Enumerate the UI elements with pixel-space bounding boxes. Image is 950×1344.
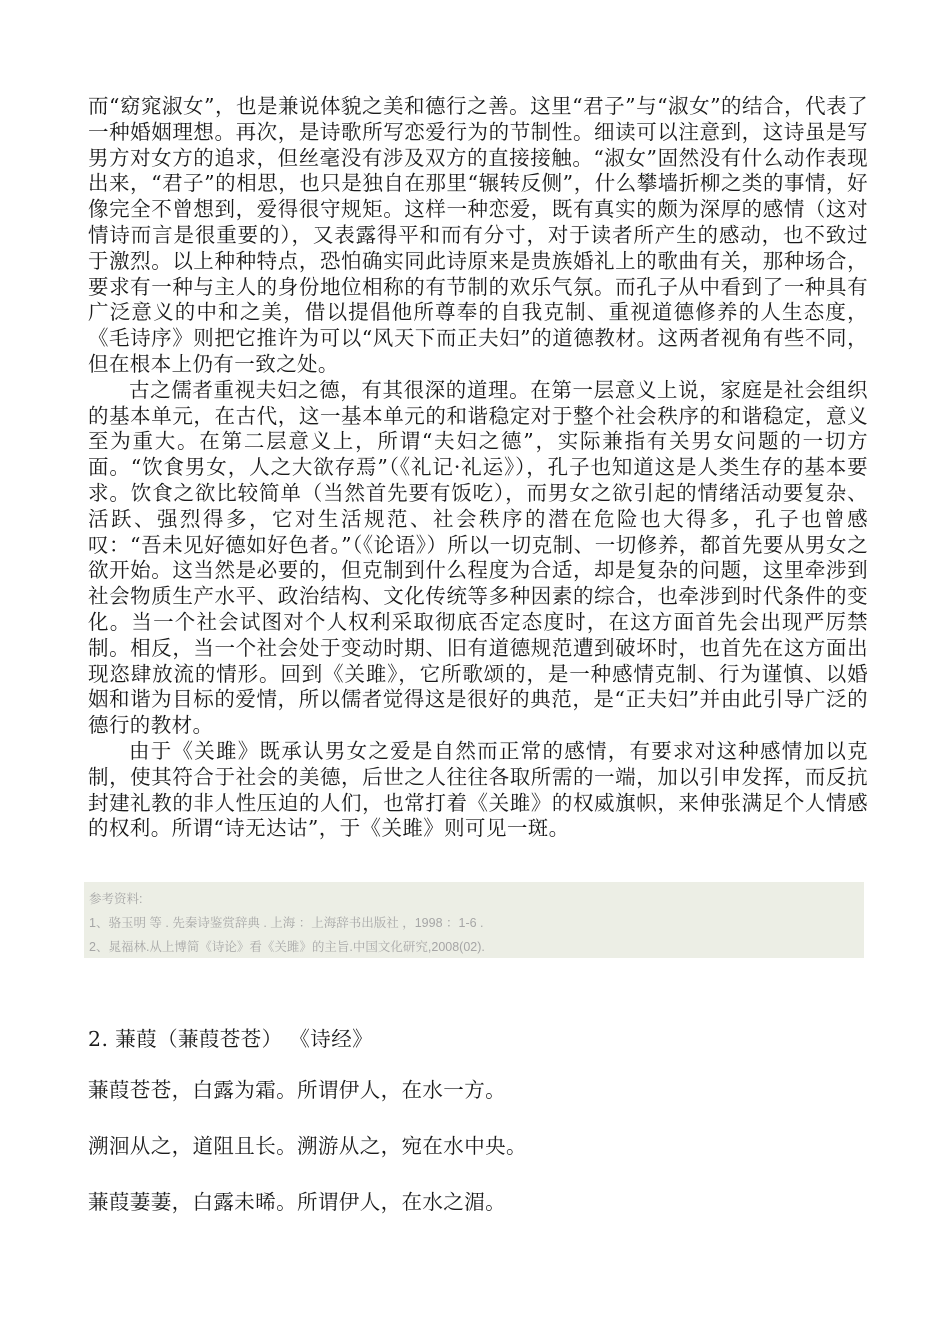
poem-line-2: 溯洄从之，道阻且长。溯游从之，宛在水中央。 bbox=[88, 1134, 527, 1158]
poem-line-1: 蒹葭苍苍，白露为霜。所谓伊人，在水一方。 bbox=[88, 1078, 506, 1102]
reference-item-2: 2、晁福林.从上博简《诗论》看《关雎》的主旨.中国文化研究,2008(02). bbox=[89, 940, 485, 954]
paragraph-3: 由于《关雎》既承认男女之爱是自然而正常的感情，有要求对这种感情加以克制，使其符合于社会的美德，后世之人往往各取所需的一端，加以引申发挥，而反抗封建礼教的非人性压迫的人们，也常打着《关雎》的权威旗帜，来伸张满足个人情感的权利。所谓“诗无达诂”，于《关雎》则可见一斑。 bbox=[88, 738, 868, 841]
reference-item-1: 1、骆玉明 等 . 先秦诗鉴赏辞典 . 上海 ：上海辞书出版社 ，1998 ：1-6 . bbox=[89, 916, 484, 930]
paragraph-2: 古之儒者重视夫妇之德，有其很深的道理。在第一层意义上说，家庭是社会组织的基本单元，在古代，这一基本单元的和谐稳定对于整个社会秩序的和谐稳定，意义至为重大。在第二层意义上，所谓“夫妇之德”，实际兼指有关男女问题的一切方面。“饮食男女，人之大欲存焉”（《礼记·礼运》），孔子也知道这是人类生存的基本要求。饮食之欲比较简单（当然首先要有饭吃），而男女之欲引起的情绪活动要复杂、活跃、强烈得多，它对生活规范、社会秩序的潜在危险也大得多，孔子也曾感叹：“吾未见好德如好色者。”（《论语》）所以一切克制、一切修养，都首先要从男女之欲开始。这当然是必要的，但克制到什么程度为合适，却是复杂的问题，这里牵涉到社会物质生产水平、政治结构、文化传统等多种因素的综合，也牵涉到时代条件的变化。当一个社会试图对个人权利采取彻底否定态度时，在这方面首先会出现严厉禁制。相反，当一个社会处于变动时期、旧有道德规范遭到破坏时，也首先在这方面出现恣肆放流的情形。回到《关雎》，它所歌颂的，是一种感情克制、行为谨慎、以婚姻和谐为目标的爱情，所以儒者觉得这是很好的典范，是“正夫妇”并由此引导广泛的德行的教材。 bbox=[88, 377, 868, 738]
section-title: 2. 蒹葭（蒹葭苍苍） 《诗经》 bbox=[88, 1027, 373, 1051]
references-heading: 参考资料: bbox=[89, 892, 143, 906]
paragraph-1: 而“窈窕淑女”，也是兼说体貌之美和德行之善。这里“君子”与“淑女”的结合，代表了一种婚姻理想。再次，是诗歌所写恋爱行为的节制性。细读可以注意到，这诗虽是写男方对女方的追求，但丝毫没有涉及双方的直接接触。“淑女”固然没有什么动作表现出来，“君子”的相思，也只是独自在那里“辗转反侧”，什么攀墙折柳之类的事情，好像完全不曾想到，爱得很守规矩。这样一种恋爱，既有真实的颇为深厚的感情（这对情诗而言是很重要的），又表露得平和而有分寸，对于读者所产生的感动，也不致过于激烈。以上种种特点，恐怕确实同此诗原来是贵族婚礼上的歌曲有关，那种场合，要求有一种与主人的身份地位相称的有节制的欢乐气氛。而孔子从中看到了一种具有广泛意义的中和之美，借以提倡他所尊奉的自我克制、重视道德修养的人生态度，《毛诗序》则把它推许为可以“风天下而正夫妇”的道德教材。这两者视角有些不同，但在根本上仍有一致之处。 bbox=[88, 94, 868, 376]
article-body bbox=[88, 94, 868, 842]
poem-line-3: 蒹葭萋萋，白露未晞。所谓伊人，在水之湄。 bbox=[88, 1190, 506, 1214]
references-box bbox=[84, 882, 864, 958]
